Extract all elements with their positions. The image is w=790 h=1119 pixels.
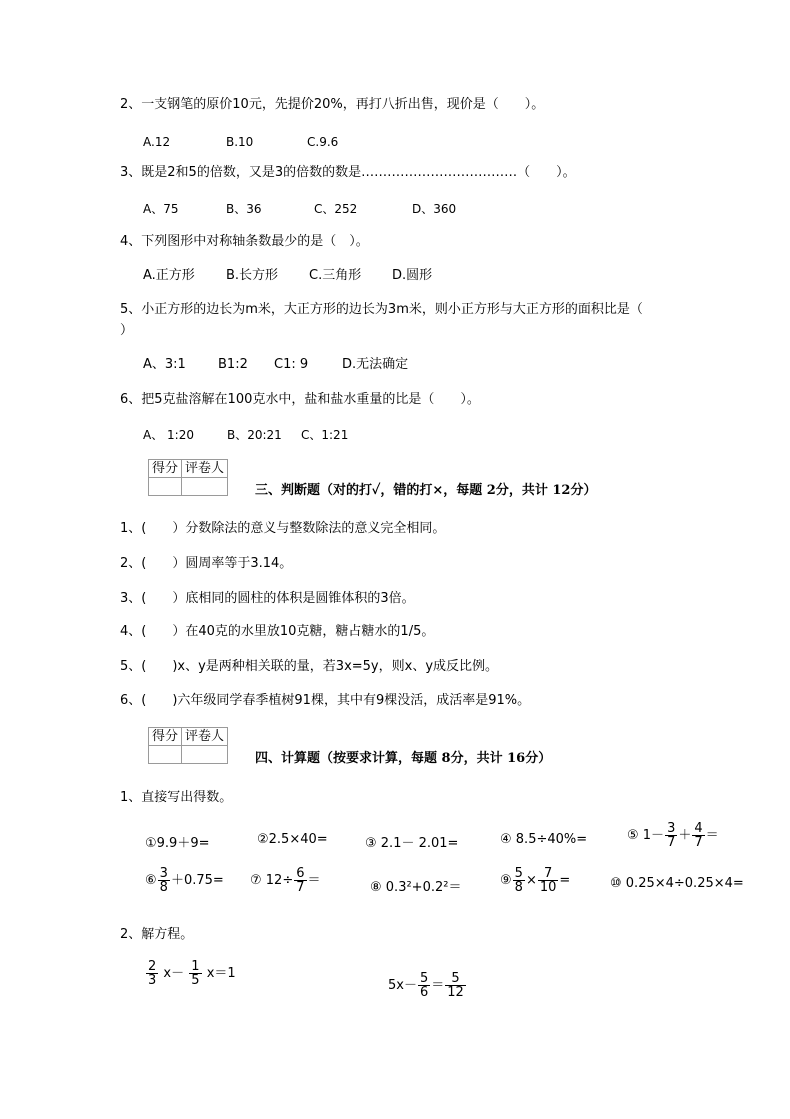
q4-option-c: C.三角形 [309, 268, 362, 283]
grader-label: 评卷人 [182, 460, 228, 478]
judge-item-2: 2、( ）圆周率等于3.14。 [120, 556, 293, 571]
equation-2: 5x－ $\frac{5}{6}$ ＝ $\frac{5}{12}$ [388, 971, 464, 1000]
judge-item-4: 4、( ）在40克的水里放10克糖，糖占糖水的1/5。 [120, 624, 435, 639]
q3-option-c: C、252 [314, 202, 358, 216]
q4-option-d: D.圆形 [392, 268, 433, 283]
score-label: 得分 [149, 728, 182, 746]
judge-item-1: 1、( ）分数除法的意义与整数除法的意义完全相同。 [120, 521, 446, 536]
calc-8: ⑧ 0.3²+0.2²＝ [370, 880, 462, 895]
q5-option-d: D.无法确定 [342, 357, 409, 372]
calc-3: ③ 2.1－ 2.01= [365, 836, 459, 851]
q6-option-c: C、1:21 [301, 428, 349, 442]
calc-1: ①9.9＋9= [145, 836, 210, 851]
judge-item-5: 5、( )x、y是两种相关联的量，若3x=5y，则x、y成反比例。 [120, 659, 499, 674]
calc-6: ⑥ $\frac{3}{8}$ ＋0.75= [145, 866, 224, 895]
grader-label: 评卷人 [182, 728, 228, 746]
calc-10: ⑩ 0.25×4÷0.25×4= [610, 876, 744, 891]
q3-option-b: B、36 [226, 202, 262, 216]
calc-7: ⑦ 12÷ $\frac{6}{7}$ ＝ [250, 866, 321, 895]
score-cell[interactable] [149, 746, 182, 764]
question-5-stem-line1: 5、小正方形的边长为m米，大正方形的边长为3m米，则小正方形与大正方形的面积比是（ [120, 302, 643, 317]
judge-item-6: 6、( )六年级同学春季植树91棵，其中有9棵没活，成活率是91%。 [120, 693, 531, 708]
question-4-stem: 4、下列图形中对称轴条数最少的是（ ）。 [120, 234, 369, 249]
q5-option-c: C1: 9 [274, 357, 309, 372]
calc-4: ④ 8.5÷40%= [500, 832, 588, 847]
calc-2: ②2.5×40= [257, 832, 328, 847]
grader-cell[interactable] [182, 478, 228, 496]
calc-5: ⑤ 1－ $\frac{3}{7}$ ＋ $\frac{4}{7}$ ＝ [627, 821, 719, 850]
section-4-title: 四、计算题（按要求计算，每题 8分，共计 16分） [255, 751, 552, 766]
section-3-title: 三、判断题（对的打✓，错的打×，每题 2分，共计 12分） [255, 483, 597, 498]
calc-q1-label: 1、直接写出得数。 [120, 790, 233, 805]
equation-1: $\frac{2}{3}$ x－ $\frac{1}{5}$ x＝1 [148, 959, 236, 988]
q2-option-b: B.10 [226, 135, 254, 149]
question-6-stem: 6、把5克盐溶解在100克水中，盐和盐水重量的比是（ ）。 [120, 392, 480, 407]
question-5-stem-line2: ） [120, 323, 134, 338]
q3-option-a: A、75 [143, 202, 179, 216]
q6-option-b: B、20:21 [227, 428, 282, 442]
question-2-stem: 2、一支钢笔的原价10元，先提价20%，再打八折出售，现价是（ ）。 [120, 97, 545, 112]
q5-option-b: B1:2 [218, 357, 248, 372]
q2-option-a: A.12 [143, 135, 171, 149]
calc-q2-label: 2、解方程。 [120, 927, 194, 942]
score-table-section-4 [148, 727, 228, 764]
judge-item-3: 3、( ）底相同的圆柱的体积是圆锥体积的3倍。 [120, 591, 415, 606]
score-table-section-3 [148, 459, 228, 496]
q6-option-a: A、 1:20 [143, 428, 194, 442]
score-cell[interactable] [149, 478, 182, 496]
q5-option-a: A、3:1 [143, 357, 186, 372]
q2-option-c: C.9.6 [307, 135, 339, 149]
q4-option-a: A.正方形 [143, 268, 195, 283]
calc-9: ⑨ $\frac{5}{8}$ × $\frac{7}{10}$ = [500, 866, 571, 895]
question-3-stem: 3、既是2和5的倍数，又是3的倍数的数是………………………………（ ）。 [120, 165, 576, 180]
score-label: 得分 [149, 460, 182, 478]
q4-option-b: B.长方形 [226, 268, 279, 283]
q3-option-d: D、360 [412, 202, 457, 216]
grader-cell[interactable] [182, 746, 228, 764]
